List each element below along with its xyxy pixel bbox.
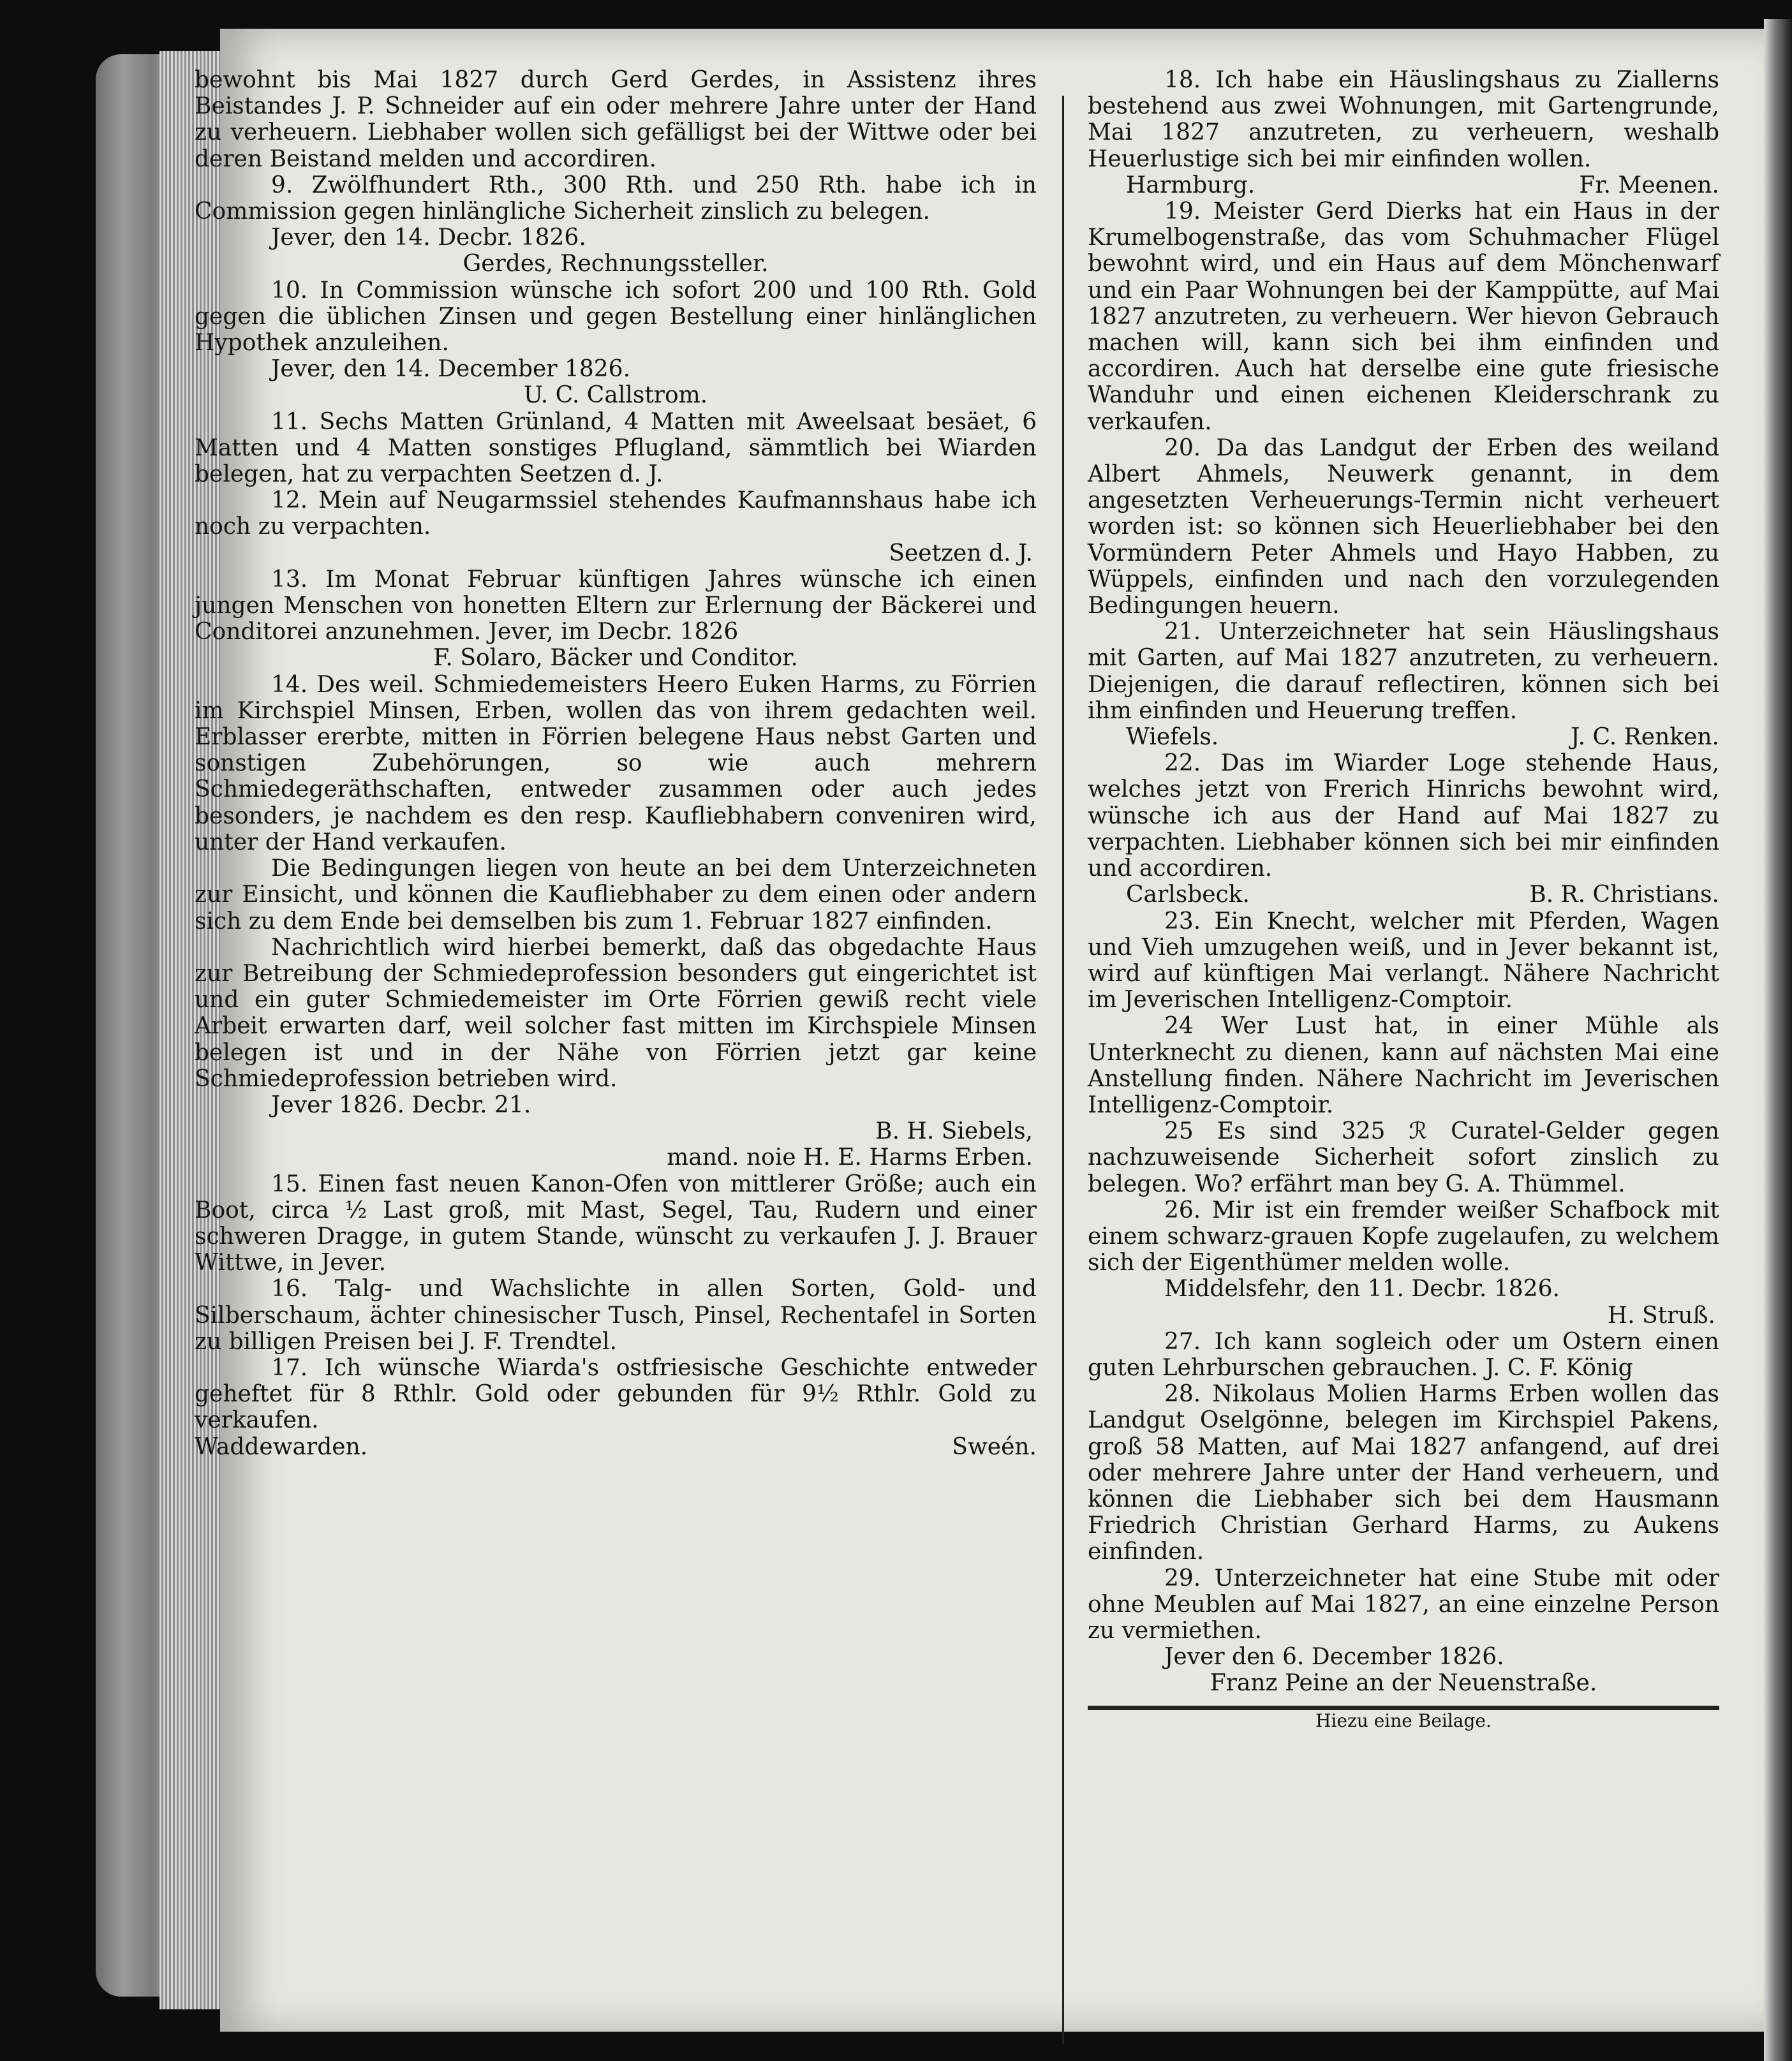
- signature-line: [195, 1434, 1037, 1460]
- signature-line: [1088, 172, 1719, 198]
- signature-name: Fr. Meenen.: [1579, 172, 1719, 198]
- notice-paragraph: 20. Da das Landgut der Erben des weiland Albert Ahmels, Neuwerk genannt, in dem angesetzten Verheuerungs-Termin nicht verheuert worden ist: so können sich Heuerliebhaber bei den Vormündern Peter Ahmels und Hayo Habben, zu Wüppels, einfinden und nach den vorzulegenden Bedingungen heuern.: [1088, 434, 1719, 619]
- signature-line: bewohnt bis Mai 1827 durch Gerd Gerdes, in Assistenz ihres Beistandes J. P. Schneider auf ein oder mehrere Jahre unter der Hand zu verheuern. Liebhaber wollen sich gefälligst bei der Wittwe oder bei deren Beistand melden und accordiren.: [195, 67, 1037, 172]
- notice-paragraph: 24 Wer Lust hat, in einer Mühle als Unterknecht zu dienen, kann auf nächsten Mai eine Anstellung finden. Nähere Nachricht im Jeverischen Intelligenz-Comptoir.: [1088, 1013, 1719, 1118]
- signature-line: H. Struß.: [1607, 1302, 1715, 1329]
- left-column: [195, 67, 1037, 1460]
- signature-line: Franz Peine an der Neuenstraße.: [1210, 1670, 1597, 1697]
- notice-paragraph: 18. Ich habe ein Häuslingshaus zu Ziallerns bestehend aus zwei Wohnungen, mit Gartengrunde, Mai 1827 anzutreten, zu verheuern, weshalb Heuerlustige sich bei mir einfinden wollen.: [1088, 67, 1719, 172]
- signature-line: [1088, 882, 1719, 908]
- signature-place: Waddewarden.: [195, 1433, 368, 1460]
- notice-paragraph: 13. Im Monat Februar künftigen Jahres wünsche ich einen jungen Menschen von honetten Eltern zur Erlernung der Bäckerei und Conditorei anzunehmen. Jever, im Decbr. 1826: [195, 566, 1037, 646]
- signature-line: Seetzen d. J.: [889, 540, 1033, 566]
- page-right-edge: [1764, 19, 1792, 2061]
- column-divider: [1062, 96, 1066, 2044]
- signature-line: Jever, den 14. December 1826.: [271, 356, 631, 383]
- signature-name: J. C. Renken.: [1570, 724, 1719, 751]
- signature-line: Jever 1826. Decbr. 21.: [271, 1091, 531, 1118]
- notice-paragraph: 12. Mein auf Neugarmssiel stehendes Kaufmannshaus habe ich noch zu verpachten.: [195, 487, 1037, 540]
- notice-paragraph: 17. Ich wünsche Wiarda's ostfriesische Geschichte entweder geheftet für 8 Rthlr. Gold oder gebunden für 9½ Rthlr. Gold zu verkaufen.: [195, 1354, 1037, 1434]
- notice-paragraph: 9. Zwölfhundert Rth., 300 Rth. und 250 Rth. habe ich in Commission gegen hinlängliche Sicherheit zinslich zu belegen.: [195, 172, 1037, 225]
- notice-paragraph: 22. Das im Wiarder Loge stehende Haus, welches jetzt von Frerich Hinrichs bewohnt wird, wünsche ich aus der Hand auf Mai 1827 zu verpachten. Liebhaber können sich bei mir einfinden und accordiren.: [1088, 750, 1719, 882]
- notice-paragraph: 23. Ein Knecht, welcher mit Pferden, Wagen und Vieh umzugehen weiß, und in Jever bekannt ist, wird auf künftigen Mai verlangt. Nähere Nachricht im Jeverischen Intelligenz-Comptoir.: [1088, 908, 1719, 1014]
- signature-line: F. Solaro, Bäcker und Conditor.: [433, 645, 798, 672]
- signature-place: Wiefels.: [1126, 724, 1219, 751]
- signature-line: [1088, 724, 1719, 750]
- signature-line: Gerdes, Rechnungssteller.: [463, 251, 769, 277]
- notice-paragraph: 21. Unterzeichneter hat sein Häuslingshaus mit Garten, auf Mai 1827 anzutreten, zu verheuern. Diejenigen, die darauf reflectiren, können sich bei ihm einfinden und Heuerung treffen.: [1088, 619, 1719, 724]
- notice-paragraph: 16. Talg- und Wachslichte in allen Sorten, Gold- und Silberschaum, ächter chinesischer Tusch, Pinsel, Rechentafel in Sorten zu billigen Preisen bei J. F. Trendtel.: [195, 1276, 1037, 1355]
- notice-paragraph: 28. Nikolaus Molien Harms Erben wollen das Landgut Oselgönne, belegen im Kirchspiel Pakens, groß 58 Matten, auf Mai 1827 anfangend, auf drei oder mehrere Jahre unter der Hand verheuern, und können die Liebhaber sich bei dem Hausmann Friedrich Christian Gerhard Harms, zu Aukens einfinden.: [1088, 1381, 1719, 1565]
- right-column: [1088, 67, 1719, 1732]
- signature-name: B. R. Christians.: [1529, 882, 1719, 908]
- signature-line: Jever, den 14. Decbr. 1826.: [271, 225, 586, 251]
- notice-paragraph: 11. Sechs Matten Grünland, 4 Matten mit Aweelsaat besäet, 6 Matten und 4 Matten sonstiges Pflugland, sämmtlich bei Wiarden belegen, hat zu verpachten Seetzen d. J.: [195, 408, 1037, 488]
- notice-paragraph: Die Bedingungen liegen von heute an bei dem Unterzeichneten zur Einsicht, und können die Kaufliebhaber zu dem einen oder andern sich zu dem Ende bei demselben bis zum 1. Februar 1827 einfinden.: [195, 855, 1037, 934]
- signature-line: U. C. Callstrom.: [523, 382, 708, 409]
- notice-paragraph: 29. Unterzeichneter hat eine Stube mit oder ohne Meublen auf Mai 1827, an eine einzelne Person zu vermiethen.: [1088, 1565, 1719, 1644]
- notice-paragraph: 10. In Commission wünsche ich sofort 200 und 100 Rth. Gold gegen die üblichen Zinsen und gegen Bestellung einer hinlänglichen Hypothek anzuleihen.: [195, 277, 1037, 357]
- end-rule: [1088, 1706, 1719, 1710]
- signature-line: mand. noie H. E. Harms Erben.: [667, 1144, 1033, 1171]
- notice-paragraph: 14. Des weil. Schmiedemeisters Heero Euken Harms, zu Förrien im Kirchspiel Minsen, Erben, wollen das von ihrem gedachten weil. Erblasser ererbte, mitten in Förrien belegene Haus nebst Garten und sonstigen Zubehörungen, so wie auch mehrern Schmiedegeräthschaften, entweder zusammen oder auch jedes besonders, je nachdem es den resp. Kaufliebhabern conveniren wird, unter der Hand verkaufen.: [195, 671, 1037, 855]
- signature-name: Sweén.: [952, 1433, 1037, 1460]
- notice-paragraph: 15. Einen fast neuen Kanon-Ofen von mittlerer Größe; auch ein Boot, circa ½ Last groß, mit Mast, Segel, Tau, Rudern und einer schweren Dragge, in gutem Stande, wünscht zu verkaufen J. J. Brauer Wittwe, in Jever.: [195, 1171, 1037, 1276]
- signature-line: Middelsfehr, den 11. Decbr. 1826.: [1164, 1276, 1560, 1303]
- notice-paragraph: Nachrichtlich wird hierbei bemerkt, daß das obgedachte Haus zur Betreibung der Schmiedeprofession besonders gut eingerichtet ist und ein guter Schmiedemeister im Orte Förrien gewiß recht viele Arbeit erwarten darf, weil solcher fast mitten im Kirchspiele Minsen belegen ist und in der Nähe von Förrien jetzt gar keine Schmiedeprofession betrieben wird.: [195, 934, 1037, 1092]
- notice-paragraph: 26. Mir ist ein fremder weißer Schafbock mit einem schwarz-grauen Kopfe zugelaufen, zu welchem sich der Eigenthümer melden wolle.: [1088, 1197, 1719, 1276]
- signature-line: B. H. Siebels,: [875, 1118, 1033, 1145]
- supplement-note: Hiezu eine Beilage.: [1315, 1710, 1492, 1731]
- notice-paragraph: 27. Ich kann sogleich oder um Ostern einen guten Lehrburschen gebrauchen. J. C. F. König: [1088, 1328, 1719, 1381]
- signature-line: Jever den 6. December 1826.: [1164, 1644, 1504, 1671]
- notice-paragraph: 19. Meister Gerd Dierks hat ein Haus in der Krumelbogenstraße, das vom Schuhmacher Flügel bewohnt wird, und ein Haus auf dem Mönchenwarf und ein Paar Wohnungen bei der Kamppütte, auf Mai 1827 anzutreten, zu verheuern. Wer hievon Gebrauch machen will, kann sich bei ihm einfinden und accordiren. Auch hat derselbe eine gute friesische Wanduhr und einen eichenen Kleiderschrank zu verkaufen.: [1088, 198, 1719, 435]
- notice-paragraph: 25 Es sind 325 ℛ Curatel-Gelder gegen nachzuweisende Sicherheit sofort zinslich zu belegen. Wo? erfährt man bey G. A. Thümmel.: [1088, 1118, 1719, 1197]
- signature-place: Carlsbeck.: [1126, 882, 1250, 908]
- signature-place: Harmburg.: [1126, 172, 1255, 198]
